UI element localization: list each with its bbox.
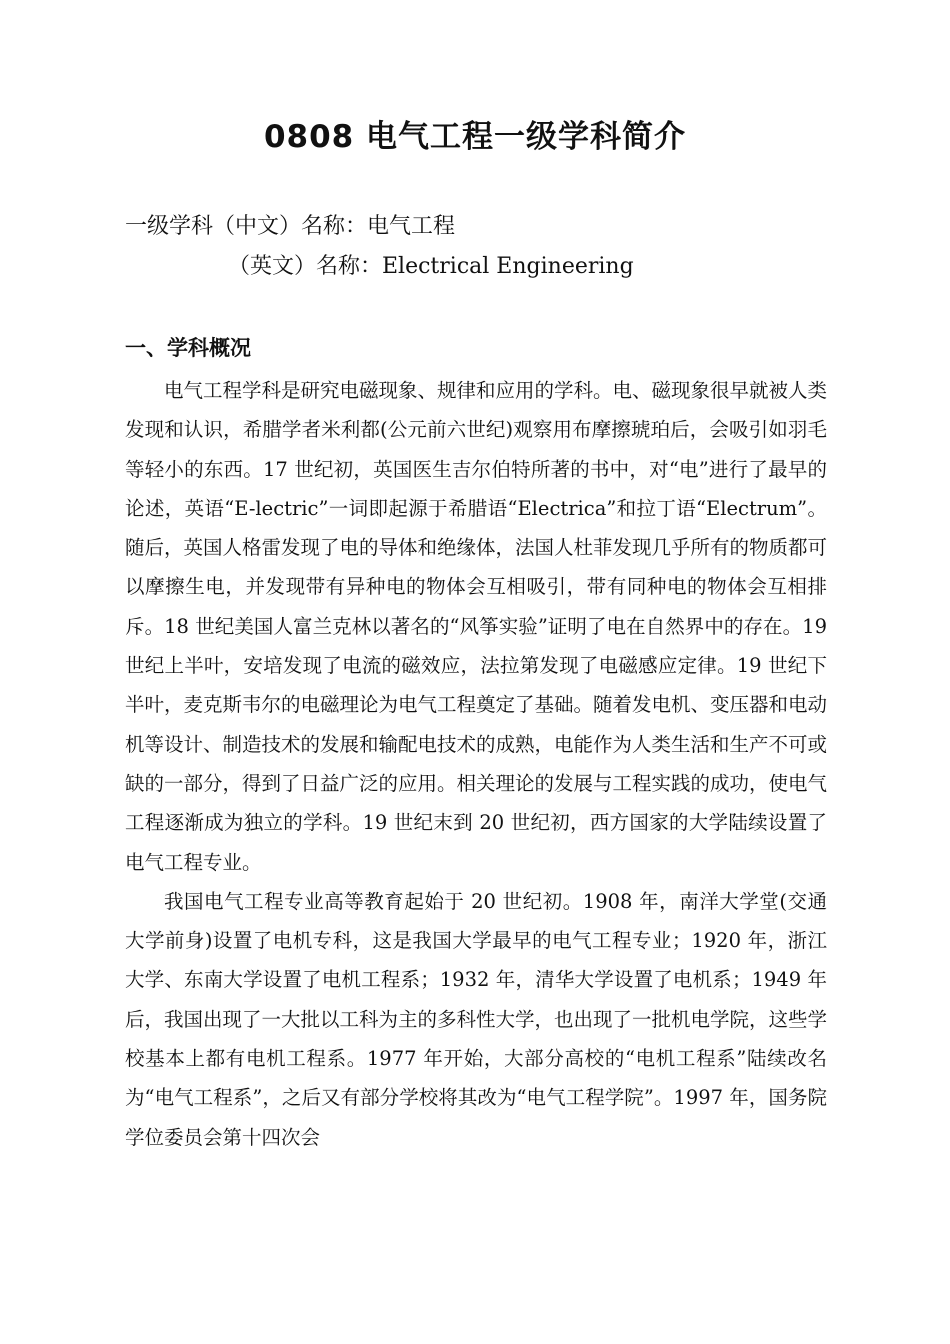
- section-heading-overview: 一、学科概况: [125, 336, 251, 360]
- body-paragraph: 我国电气工程专业高等教育起始于 20 世纪初。1908 年，南洋大学堂(交通大学前身)设置了电机专科，这是我国大学最早的电气工程专业；1920 年，浙江大学、东南大学设置了电机工程系；1932 年，清华大学设置了电机系；1949 年后，我国出现了一大批以工科为主的多科性大学，也出现了一批机电学院，这些学校基本上都有电机工程系。1977 年开始，大部分高校的“电机工程系”陆续改名为“电气工程系”，之后又有部分学校将其改为“电气工程学院”。1997 年，国务院学位委员会第十四次会: [125, 889, 828, 1149]
- discipline-name-chinese: 一级学科（中文）名称：电气工程: [125, 214, 456, 239]
- section-body: [125, 371, 827, 1157]
- document-title: 0808 电气工程一级学科简介: [263, 119, 687, 155]
- body-paragraph: 电气工程学科是研究电磁现象、规律和应用的学科。电、磁现象很早就被人类发现和认识，希腊学者米利都(公元前六世纪)观察用布摩擦琥珀后，会吸引如羽毛等轻小的东西。17 世纪初，英国医生吉尔伯特所著的书中，对“电”进行了最早的论述，英语“E-lectric”一词即起源于希腊语“Electrica”和拉丁语“Electrum”。随后，英国人格雷发现了电的导体和绝缘体，法国人杜菲发现几乎所有的物质都可以摩擦生电，并发现带有异种电的物体会互相吸引，带有同种电的物体会互相排斥。18 世纪美国人富兰克林以著名的“风筝实验”证明了电在自然界中的存在。19 世纪上半叶，安培发现了电流的磁效应，法拉第发现了电磁感应定律。19 世纪下半叶，麦克斯韦尔的电磁理论为电气工程奠定了基础。随着发电机、变压器和电动机等设计、制造技术的发展和输配电技术的成熟，电能作为人类生活和生产不可或缺的一部分，得到了日益广泛的应用。相关理论的发展与工程实践的成功，使电气工程逐渐成为独立的学科。19 世纪末到 20 世纪初，西方国家的大学陆续设置了电气工程专业。: [125, 379, 828, 874]
- discipline-name-english: （英文）名称：Electrical Engineering: [228, 254, 634, 279]
